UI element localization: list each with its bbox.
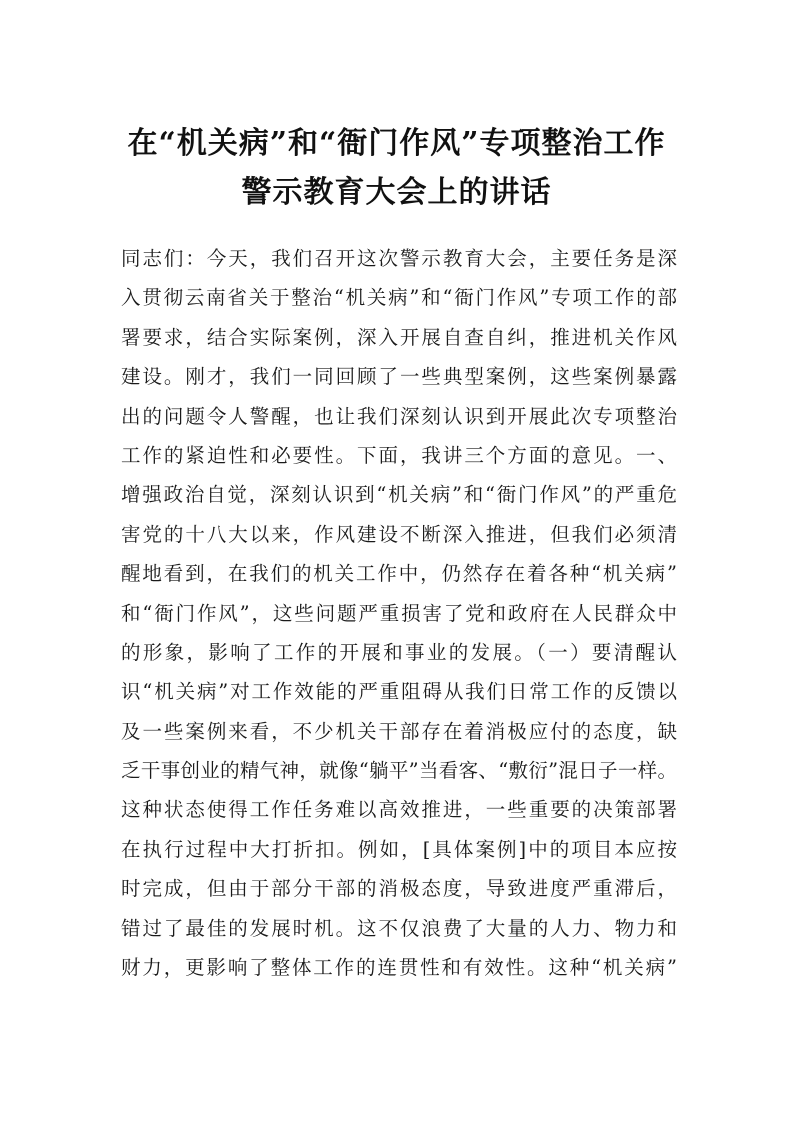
document-title-line-2: 警示教育大会上的讲话 — [241, 175, 552, 210]
body-line: 增强政治自觉，深刻认识到“机关病”和“衙门作风”的严重危 — [121, 483, 677, 507]
body-line: 在执行过程中大打折扣。例如，[具体案例]中的项目本应按 — [121, 837, 677, 861]
speech-body — [121, 239, 677, 987]
body-line: 财力，更影响了整体工作的连贯性和有效性。这种“机关病” — [121, 956, 677, 980]
document-title-line-1: 在“机关病”和“衙门作风”专项整治工作 — [127, 126, 666, 161]
body-line: 醒地看到，在我们的机关工作中，仍然存在着各种“机关病” — [121, 562, 677, 586]
body-line: 入贯彻云南省关于整治“机关病”和“衙门作风”专项工作的部 — [121, 286, 677, 310]
body-line: 出的问题令人警醒，也让我们深刻认识到开展此次专项整治 — [121, 404, 677, 428]
body-line: 害党的十八大以来，作风建设不断深入推进，但我们必须清 — [121, 522, 677, 546]
body-line: 建设。刚才，我们一同回顾了一些典型案例，这些案例暴露 — [121, 365, 677, 389]
body-line: 及一些案例来看，不少机关干部存在着消极应付的态度，缺 — [121, 719, 677, 743]
body-line: 乏干事创业的精气神，就像“躺平”当看客、“敷衍”混日子一样。 — [121, 759, 677, 783]
body-line: 时完成，但由于部分干部的消极态度，导致进度严重滞后， — [121, 877, 677, 901]
body-line: 工作的紧迫性和必要性。下面，我讲三个方面的意见。一、 — [121, 443, 677, 467]
body-line: 和“衙门作风”，这些问题严重损害了党和政府在人民群众中 — [121, 601, 677, 625]
body-line: 识“机关病”对工作效能的严重阻碍从我们日常工作的反馈以 — [121, 680, 677, 704]
body-line: 错过了最佳的发展时机。这不仅浪费了大量的人力、物力和 — [121, 916, 677, 940]
body-line: 同志们：今天，我们召开这次警示教育大会，主要任务是深 — [121, 247, 677, 270]
body-line: 这种状态使得工作任务难以高效推进，一些重要的决策部署 — [121, 798, 677, 822]
body-line: 署要求，结合实际案例，深入开展自查自纠，推进机关作风 — [121, 325, 677, 349]
body-line: 的形象，影响了工作的开展和事业的发展。（一）要清醒认 — [121, 640, 677, 664]
